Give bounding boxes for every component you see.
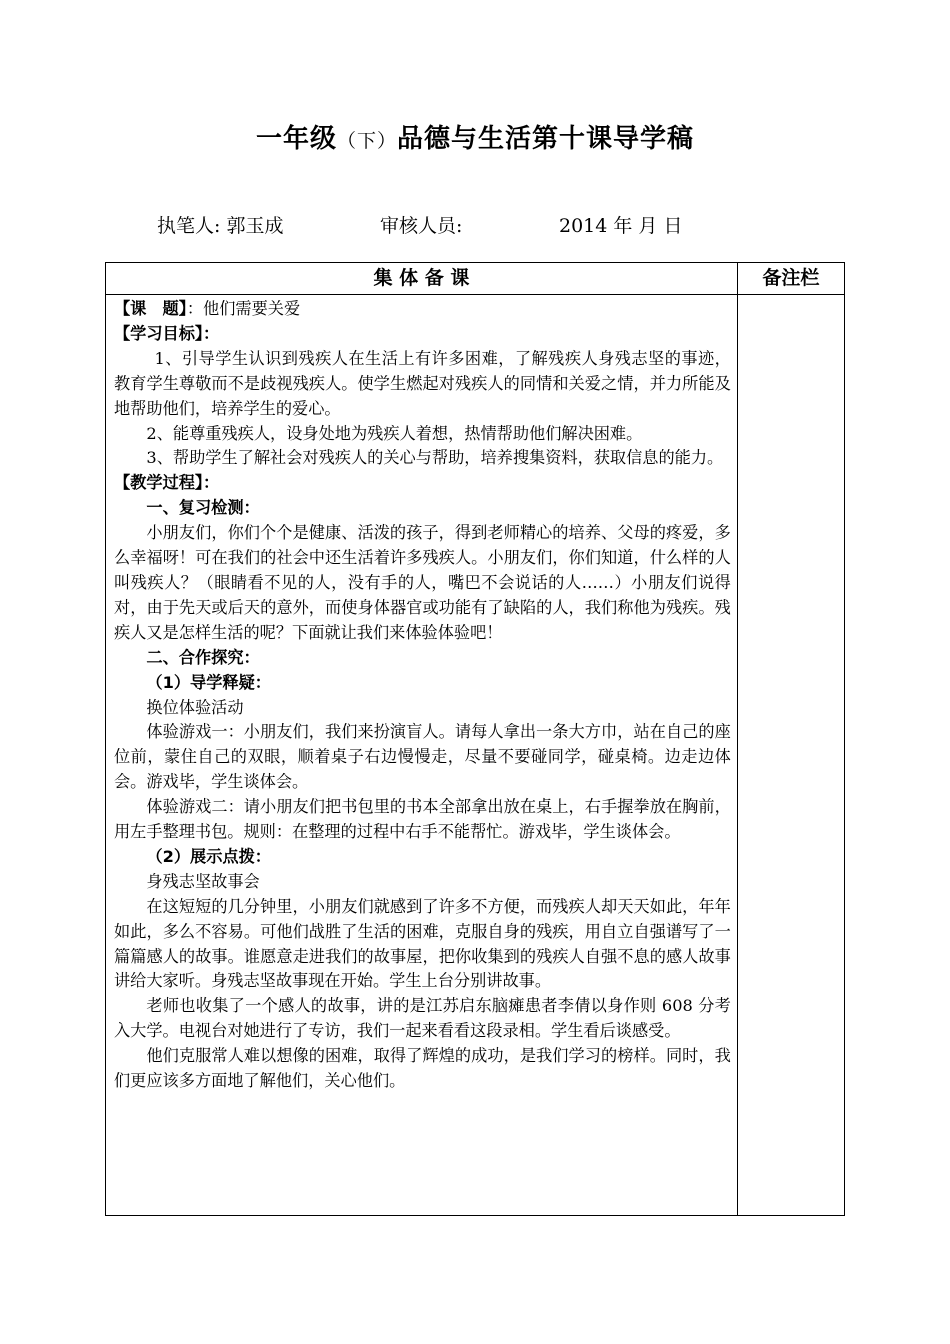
page-title — [0, 118, 950, 155]
topic-value: ：他们需要关爱 — [186, 299, 301, 318]
subsection-1-heading: （1）导学释疑： — [146, 672, 271, 692]
game-2-text: 体验游戏二：请小朋友们把书包里的书本全部拿出放在桌上，右手握拳放在胸前，用左手整理书包。规则：在整理的过程中右手不能帮忙。游戏毕，学生谈体会。 — [114, 797, 731, 842]
date-field: 2014 年 月 日 — [559, 215, 683, 237]
subsection-1-title: 换位体验活动 — [146, 697, 244, 717]
subsection-2-heading: （2）展示点拨： — [146, 846, 271, 866]
lesson-table — [105, 262, 845, 1216]
reviewer-field: 审核人员: — [380, 215, 463, 237]
content-cell — [106, 295, 738, 1216]
lesson-content — [106, 295, 737, 1098]
title-main: 一年级 — [255, 124, 337, 154]
column-header-notes: 备注栏 — [737, 263, 844, 295]
goal-1: 1、引导学生认识到残疾人在生活上有许多困难，了解残疾人身残志坚的事迹，教育学生尊敬而不是歧视残疾人。使学生燃起对残疾人的同情和关爱之情，并力所能及地帮助他们，培养学生的爱心。 — [114, 348, 731, 418]
story-3-text: 他们克服常人难以想像的困难，取得了辉煌的成功，是我们学习的榜样。同时，我们更应该多方面地了解他们，关心他们。 — [114, 1046, 731, 1091]
notes-cell — [737, 295, 844, 1216]
story-2-text: 老师也收集了一个感人的故事，讲的是江苏启东脑瘫患者李倩以身作则 608 分考入大学。电视台对她进行了专访，我们一起来看看这段录相。学生看后谈感受。 — [114, 996, 731, 1041]
section-2-heading: 二、合作探究： — [146, 647, 260, 667]
section-1-heading: 一、复习检测： — [146, 498, 260, 518]
process-label: 【教学过程】： — [114, 473, 220, 493]
author-field: 执笔人: 郭玉成 — [157, 215, 284, 237]
story-1-text: 在这短短的几分钟里，小朋友们就感到了许多不方便，而残疾人却天天如此，年年如此，多么不容易。可他们战胜了生活的困难，克服自身的残疾，用自立自强谱写了一篇篇感人的故事。谁愿意走进我们的故事屋，把你收集到的残疾人自强不息的感人故事讲给大家听。身残志坚故事现在开始。学生上台分别讲故事。 — [114, 896, 731, 991]
goals-label: 【学习目标】： — [114, 323, 220, 343]
topic-line — [114, 297, 731, 322]
column-header-main: 集 体 备 课 — [106, 263, 738, 295]
topic-label: 【课 题】 — [114, 299, 187, 318]
section-1-text: 小朋友们，你们个个是健康、活泼的孩子，得到老师精心的培养、父母的疼爱，多么幸福呀！可在我们的社会中还生活着许多残疾人。小朋友们，你们知道，什么样的人叫残疾人？（眼睛看不见的人，没有手的人，嘴巴不会说话的人……）小朋友们说得对，由于先天或后天的意外，而使身体器官或功能有了缺陷的人，我们称他为残疾。残疾人又是怎样生活的呢？下面就让我们来体验体验吧！ — [114, 523, 731, 642]
game-1-text: 体验游戏一：小朋友们，我们来扮演盲人。请每人拿出一条大方巾，站在自己的座位前，蒙住自己的双眼，顺着桌子右边慢慢走，尽量不要碰同学，碰桌椅。边走边体会。游戏毕，学生谈体会。 — [114, 722, 731, 792]
title-paren: （下） — [336, 130, 397, 152]
goal-3: 3、帮助学生了解社会对残疾人的关心与帮助，培养搜集资料，获取信息的能力。 — [146, 448, 724, 468]
goal-2: 2、能尊重残疾人，设身处地为残疾人着想，热情帮助他们解决困难。 — [146, 423, 643, 443]
title-rest: 品德与生活第十课导学稿 — [397, 124, 695, 154]
subsection-2-title: 身残志坚故事会 — [146, 871, 260, 891]
